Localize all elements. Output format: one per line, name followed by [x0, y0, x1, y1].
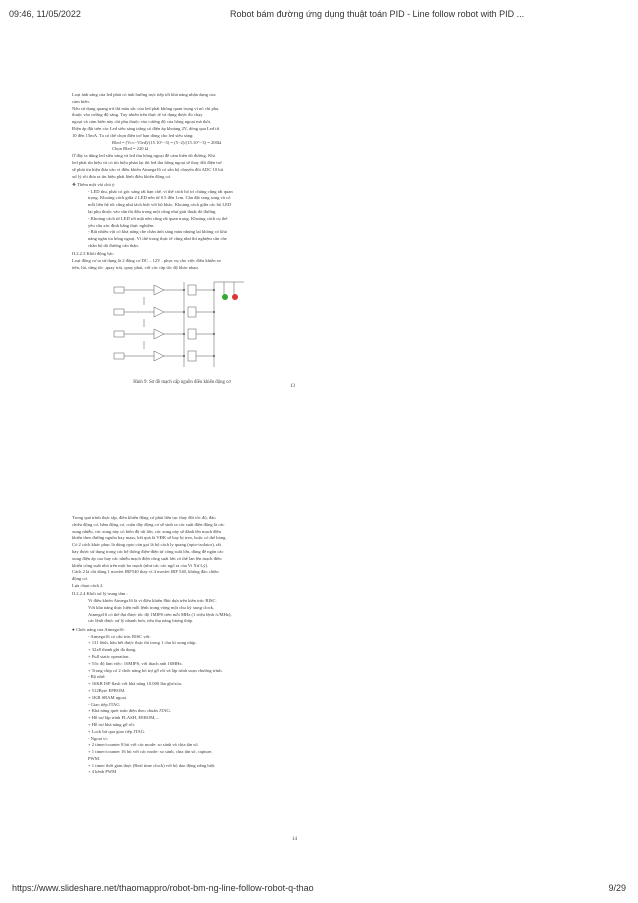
section-text [72, 258, 572, 271]
section-text [72, 598, 572, 625]
features-list [72, 634, 572, 776]
text-line: + 1KB SRAM ngoại. [88, 694, 128, 700]
text-line: Loại động cơ ta sử dụng là 2 động cơ DC – 12V , phục vụ cho việc điều khiển xe [72, 258, 222, 264]
text-line: khiển công suất nhỏ trên một bo mạch (như các các ngõ ra của Vi Xử Lý). [72, 562, 209, 568]
page-counter: 9/29 [608, 883, 626, 893]
text-line: xung điện áp cao hay các nhiễu mạch điện công suất lớn có thể lan lên mạch điều [72, 555, 222, 561]
text-line: + 131 lệnh, hầu hết được thực thi trong 1 chu kì xung nhịp. [88, 640, 197, 646]
text-line: sẽ phát tín hiệu đưa vào vi điều khiển Atmega16 có sẵn bộ chuyển đổi ADC 10 bit [72, 166, 224, 172]
text-line: + Hỗ trợ khả năng gỡ rối. [88, 721, 135, 727]
section-heading: II.2.2.4 Khối xử lý trung tâm : [72, 591, 128, 597]
document-page-13 [72, 92, 572, 432]
browser-header [0, 0, 638, 30]
text-line: + 2 timer/counter 8 bit với các mode: so sánh và chia tần số. [88, 742, 199, 748]
document-page-14 [72, 515, 572, 855]
page-number: 14 [292, 837, 297, 842]
print-time: 09:46, 11/05/2022 [9, 9, 81, 19]
text-line: Ở đây ta dùng led siêu sáng và led thu hồng ngoại để cảm biến dò đường. Khi [72, 153, 215, 159]
text-line: ngoại và cảm biến này chỉ phụ thuộc vào cường độ của hồng ngoại mà thôi. [72, 119, 212, 125]
figure-caption: Hình 9: Sơ đồ mạch cấp nguồn điều khiển động cơ [133, 380, 231, 386]
notes-title: ❖ Thêm một vài chú ý: [72, 181, 116, 187]
formula-rled: Rled = (Vcc−Vled)/(15.10^−3) = (5−2)/(15.10^−3) = 200Ω [112, 139, 222, 145]
text-line: trọng. Khoảng cách giữa 2 LED nên từ 0.5 đến 1cm. Cần đặt song song và có [88, 195, 231, 201]
text-line: + Hỗ trợ lập trình FLASH, EEROM,... [88, 715, 159, 721]
document-title: Robot bám đường ứng dụng thuật toán PID - Line follow robot with PID ... [230, 9, 525, 19]
text-line: thuộc vào cường độ sáng. Tuy nhiên trên thực tế và dụng được đo chạy [72, 112, 203, 118]
text-line: Nếu sử dụng quang trở thì màu sắc của led phát không quan trọng vì nó chỉ phụ [72, 105, 219, 111]
text-line: + Tốc độ làm việc: 16MIPS, với thạch anh 16MHz. [88, 660, 183, 666]
text-line: Atmega16 có thể đạt được tốc độ 1MIPS trên mỗi MHz (1 triệu lệnh /s/MHz), [88, 611, 232, 617]
text-line: Vi điều khiển Atmega16 là vi điều khiển 8bit dựa trên kiến trúc RISC. [88, 598, 217, 604]
text-line: Có 2 cách khác phục là dùng opto cón gọi là bộ cách ly quang (opto-isolator), rất [72, 542, 221, 548]
text-line: lại phụ thuộc vào sân thi đấu trong một cũng như giải thuật dò đường. [88, 209, 217, 215]
text-line: led phát tín hiệu và có tín hiệu phản lại thì led thu hồng ngoại sẽ thay đổi điện trở [72, 159, 222, 165]
text-line: yêu cầu xác định bằng thực nghiệm. [88, 222, 155, 228]
text-line: xử lý rồi đưa ra tín hiệu phát lệnh điều khiển động cơ. [72, 173, 172, 179]
text-line: - Khoảng cách từ LED tới mặt nền cũng rất quan trọng. Khoảng cách cụ thể [88, 215, 228, 221]
circuit-diagram [104, 277, 254, 377]
text-line: Lựa chọn cách 2. [72, 582, 104, 588]
paragraph-block [72, 153, 572, 180]
text-line: các lệnh được xử lý nhanh hơn, tiêu thụ năng lượng thấp. [88, 618, 194, 624]
text-line: + 4 kênh PWM [88, 769, 117, 775]
notes-list [72, 189, 572, 250]
text-line: - Bộ nhớ: [88, 674, 106, 680]
page-url: https://www.slideshare.net/thaomappro/robot-bm-ng-line-follow-robot-q-thao [12, 883, 314, 893]
text-line: PWM. [88, 755, 101, 761]
page-number: 13 [290, 384, 295, 389]
text-line: năng ngăn tia hồng ngoại. Vì thế trong thực tế cũng như thí nghiệm cần che [88, 236, 227, 242]
text-line: 10 đến 15mA. Ta có thể chọn điện trở hạn dòng cho led siêu sáng: [72, 132, 194, 138]
text-line: - Atmega16 có cấu trúc RISC với: [88, 633, 151, 639]
text-line: + Khả năng quét toàn diện theo chuẩn JTAG. [88, 708, 171, 714]
text-line: + 16KB ISP flash với khả năng 10.000 lần ghi/xóa. [88, 681, 183, 687]
text-line: hay được sử dụng trong các hệ thống điện-điện tử công suất lớn, dùng để ngăn các [72, 548, 224, 554]
text-line: + Lock bit qua giao tiếp JTAG. [88, 728, 146, 734]
text-line: xung nhiễu, các xung này có biên độ rất lớn, các xung này sẽ đánh lên mạch điều [72, 528, 221, 534]
text-line: + 32x8 thanh ghi đa dụng. [88, 647, 137, 653]
text-line: + 512Byte EPROM. [88, 687, 126, 693]
motor-driver-circuit-figure [104, 277, 254, 377]
text-line: - Ngoại vi: [88, 735, 108, 741]
text-line: - Giao tiếp JTAG [88, 701, 120, 707]
browser-footer [0, 873, 638, 903]
text-line: + Trong chip có 2 chức năng bổ trợ gỡ rối và lập trình soạn chương trình. [88, 667, 223, 673]
paragraph-block [72, 92, 572, 139]
text-line: khiển theo đường nguồn hay mass, kết quả là VĐK sẽ hay bị treo, hoặc có thể hỏng. [72, 535, 227, 541]
text-line: Với khả năng thực hiện mỗi lệnh trong vòng một chu kỳ xung clock, [88, 604, 215, 610]
text-line: chắn bộ dò đường cẩn thận. [88, 243, 139, 249]
text-line: - Rất nhiều vật có khả năng che chắn ánh sáng màu nhưng lại không có khả [88, 229, 227, 235]
text-line: Loại ánh sáng của led phát có ảnh hưởng trực tiếp tới khả năng nhận dạng của [72, 92, 216, 97]
text-line: chiều động cơ, hãm động cơ, cuộn dây động cơ sẽ sinh ra các suất điện động là các [72, 521, 225, 527]
text-line: + Full static operation. [88, 653, 130, 659]
text-line: Điện áp đặt trên các Led siêu sáng trắng có điện áp khoảng 2V, dòng qua Led từ [72, 125, 220, 131]
text-line: tiến, lùi, từng tốc ,quay trái, quay phải, với các cấp tốc độ khác nhau. [72, 264, 199, 270]
text-line: cảm biến. [72, 98, 90, 104]
formula-choice: Chọn Rled = 220 Ω [112, 146, 149, 152]
text-line: + 1 timer thời gian thực (Real time clock) với bộ dao động riêng biệt. [88, 762, 216, 768]
text-line: + 1 timer/counter 16 bit với các mode: so sánh, chia tần số, capture, [88, 749, 213, 755]
paragraph-block [72, 515, 572, 589]
text-line: Trong quá trình thực tập, điều khiển động cơ phải liên tục thay đổi tốc độ, đảo [72, 515, 216, 520]
text-line: mỗi liên hệ tốt cũng như tách biệt với bộ khác. Khoảng cách giữa các bộ LED [88, 202, 232, 208]
text-line: động cơ. [72, 576, 88, 582]
text-line: Cách 2 là chỉ dùng 1 mosfet IRF540 thay vì 4 mosfet IRF 540, không đảo chiều [72, 569, 219, 575]
section-heading: II.2.2.3 Khối động lực: [72, 251, 115, 257]
features-title: ● Chức năng của Atmega16: [72, 626, 125, 632]
text-line: - LED thu, phát có góc sáng rất hạn chế, vì thế cách bố trí chúng cũng rất quan [88, 188, 233, 194]
